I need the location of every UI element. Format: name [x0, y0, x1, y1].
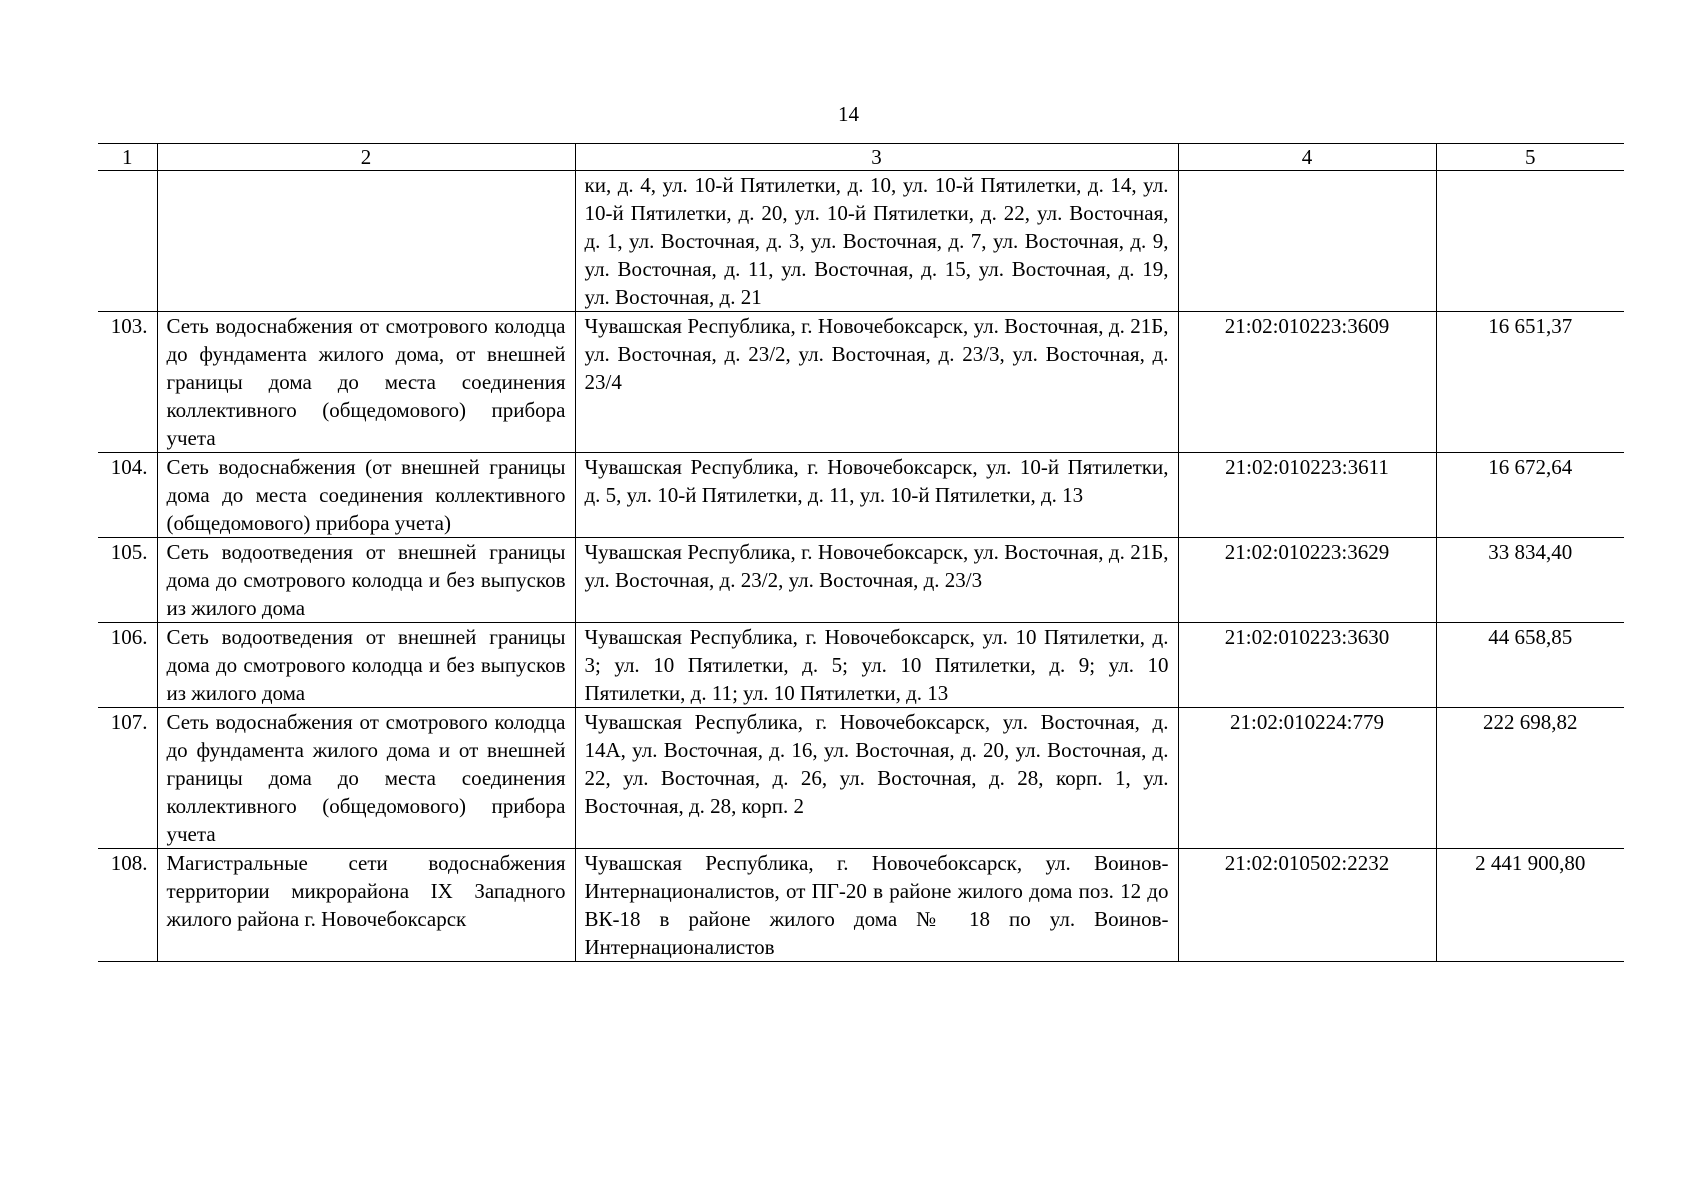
cadastral-number: 21:02:010224:779 [1178, 708, 1436, 849]
page-number: 14 [838, 102, 859, 126]
column-header-1: 1 [98, 144, 157, 171]
header-row [98, 144, 1624, 171]
object-name: Сеть водоснабжения от смотрового колодца до фундамента жилого дома, от внешней границы дома до места соединения коллективного (общедомового) прибора учета [157, 312, 575, 453]
object-address: Чувашская Республика, г. Новочебоксарск, ул. Восточная, д. 21Б, ул. Восточная, д. 23/2, ул. Восточная, д. 23/3 [575, 538, 1178, 623]
object-address: Чувашская Республика, г. Новочебоксарск, ул. Воинов-Интернационалистов, от ПГ-20 в районе жилого дома поз. 12 до ВК-18 в районе жилого дома № 18 по ул. Воинов-Интернационалистов [575, 849, 1178, 962]
row-number: 107. [98, 708, 157, 849]
object-address: ки, д. 4, ул. 10-й Пятилетки, д. 10, ул. 10-й Пятилетки, д. 14, ул. 10-й Пятилетки, д. 20, ул. 10-й Пятилетки, д. 22, ул. Восточная, д. 1, ул. Восточная, д. 3, ул. Восточная, д. 7, ул. Восточная, д. 9, ул. Восточная, д. 11, ул. Восточная, д. 15, ул. Восточная, д. 19, ул. Восточная, д. 21 [575, 171, 1178, 312]
column-header-5: 5 [1436, 144, 1624, 171]
object-address: Чувашская Республика, г. Новочебоксарск, ул. 10 Пятилетки, д. 3; ул. 10 Пятилетки, д. 5; ул. 10 Пятилетки, д. 9; ул. 10 Пятилетки, д. 11; ул. 10 Пятилетки, д. 13 [575, 623, 1178, 708]
cadastral-number [1178, 171, 1436, 312]
cadastral-number: 21:02:010223:3609 [1178, 312, 1436, 453]
object-name: Сеть водоснабжения (от внешней границы дома до места соединения коллективного (общедомового) прибора учета) [157, 453, 575, 538]
column-header-4: 4 [1178, 144, 1436, 171]
table-row [98, 849, 1624, 962]
table-row [98, 312, 1624, 453]
object-value: 16 651,37 [1436, 312, 1624, 453]
object-address: Чувашская Республика, г. Новочебоксарск, ул. Восточная, д. 21Б, ул. Восточная, д. 23/2, ул. Восточная, д. 23/3, ул. Восточная, д. 23/4 [575, 312, 1178, 453]
object-value: 16 672,64 [1436, 453, 1624, 538]
property-table [98, 143, 1624, 962]
table-row [98, 171, 1624, 312]
object-value [1436, 171, 1624, 312]
column-header-3: 3 [575, 144, 1178, 171]
table-row [98, 623, 1624, 708]
object-value: 2 441 900,80 [1436, 849, 1624, 962]
cadastral-number: 21:02:010223:3611 [1178, 453, 1436, 538]
row-number: 105. [98, 538, 157, 623]
object-value: 33 834,40 [1436, 538, 1624, 623]
cadastral-number: 21:02:010502:2232 [1178, 849, 1436, 962]
object-name: Сеть водоотведения от внешней границы дома до смотрового колодца и без выпусков из жилого дома [157, 538, 575, 623]
cadastral-number: 21:02:010223:3630 [1178, 623, 1436, 708]
table-row [98, 538, 1624, 623]
object-address: Чувашская Республика, г. Новочебоксарск, ул. Восточная, д. 14А, ул. Восточная, д. 16, ул. Восточная, д. 20, ул. Восточная, д. 22, ул. Восточная, д. 26, ул. Восточная, д. 28, корп. 1, ул. Восточная, д. 28, корп. 2 [575, 708, 1178, 849]
table-row [98, 708, 1624, 849]
object-name [157, 171, 575, 312]
object-name: Магистральные сети водоснабжения территории микрорайона IX Западного жилого района г. Новочебоксарск [157, 849, 575, 962]
row-number [98, 171, 157, 312]
row-number: 103. [98, 312, 157, 453]
table-row [98, 453, 1624, 538]
row-number: 104. [98, 453, 157, 538]
object-name: Сеть водоотведения от внешней границы дома до смотрового колодца и без выпусков из жилого дома [157, 623, 575, 708]
row-number: 108. [98, 849, 157, 962]
object-name: Сеть водоснабжения от смотрового колодца до фундамента жилого дома и от внешней границы дома до места соединения коллективного (общедомового) прибора учета [157, 708, 575, 849]
object-value: 44 658,85 [1436, 623, 1624, 708]
column-header-2: 2 [157, 144, 575, 171]
row-number: 106. [98, 623, 157, 708]
object-address: Чувашская Республика, г. Новочебоксарск, ул. 10-й Пятилетки, д. 5, ул. 10-й Пятилетки, д. 11, ул. 10-й Пятилетки, д. 13 [575, 453, 1178, 538]
object-value: 222 698,82 [1436, 708, 1624, 849]
cadastral-number: 21:02:010223:3629 [1178, 538, 1436, 623]
